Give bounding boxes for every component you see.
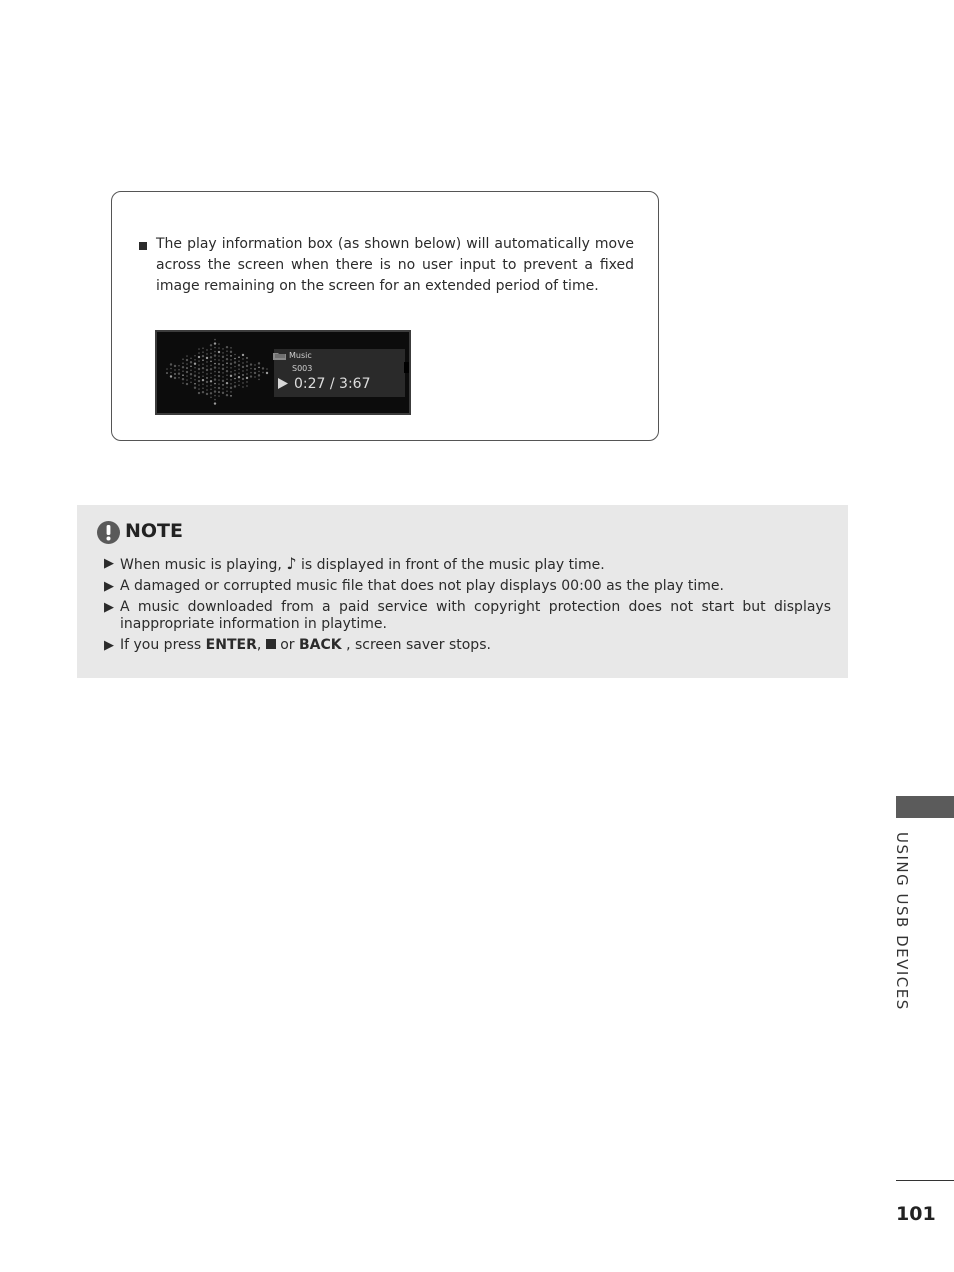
section-label: USING USB DEVICES	[893, 832, 911, 1011]
note-text: ,	[256, 637, 266, 653]
info-bullet	[139, 234, 634, 297]
note-list	[104, 555, 831, 658]
section-tab-marker	[896, 796, 954, 818]
note-text: , screen saver stops.	[341, 637, 491, 653]
note-text: is displayed in front of the music play time.	[296, 557, 605, 573]
arrow-bullet-icon: ▶	[104, 579, 114, 594]
note-text: If you press	[120, 637, 206, 653]
arrow-bullet-icon: ▶	[104, 556, 114, 571]
music-folder-icon	[272, 351, 287, 361]
list-item	[104, 599, 831, 633]
exclamation-icon	[97, 521, 120, 544]
music-label: Music	[289, 351, 312, 360]
note-text: A damaged or corrupted music file that does not play displays 00:00 as the play time.	[120, 578, 724, 594]
info-bullet-text: The play information box (as shown below) will automatically move across the screen when there is no user input to prevent a fixed image remaining on the screen for an extended period of time.	[156, 236, 634, 294]
note-text: A music downloaded from a paid service with copyright protection does not start but displays inappropriate information in playtime.	[120, 599, 831, 632]
note-title: NOTE	[125, 520, 183, 542]
enter-key-label: ENTER	[205, 637, 257, 653]
note-text: When music is playing,	[120, 557, 287, 573]
music-note-symbol: ♪	[286, 554, 297, 573]
play-icon	[278, 378, 288, 389]
list-item	[104, 637, 831, 654]
page-number: 101	[896, 1203, 936, 1225]
play-info-panel	[274, 349, 405, 397]
list-item	[104, 578, 831, 595]
track-name: S003	[292, 364, 313, 373]
list-item	[104, 555, 831, 574]
play-info-screenshot	[155, 330, 411, 415]
note-text: or	[275, 637, 299, 653]
bullet-square-icon	[139, 242, 147, 250]
info-box	[111, 191, 659, 441]
back-key-label: BACK	[299, 637, 342, 653]
note-box	[77, 505, 848, 678]
stop-icon	[266, 639, 276, 649]
visualizer-image	[163, 338, 271, 406]
page-number-rule	[896, 1180, 954, 1181]
arrow-bullet-icon: ▶	[104, 638, 114, 653]
panel-edge	[404, 362, 409, 373]
arrow-bullet-icon: ▶	[104, 600, 114, 615]
play-time: 0:27 / 3:67	[294, 376, 371, 392]
